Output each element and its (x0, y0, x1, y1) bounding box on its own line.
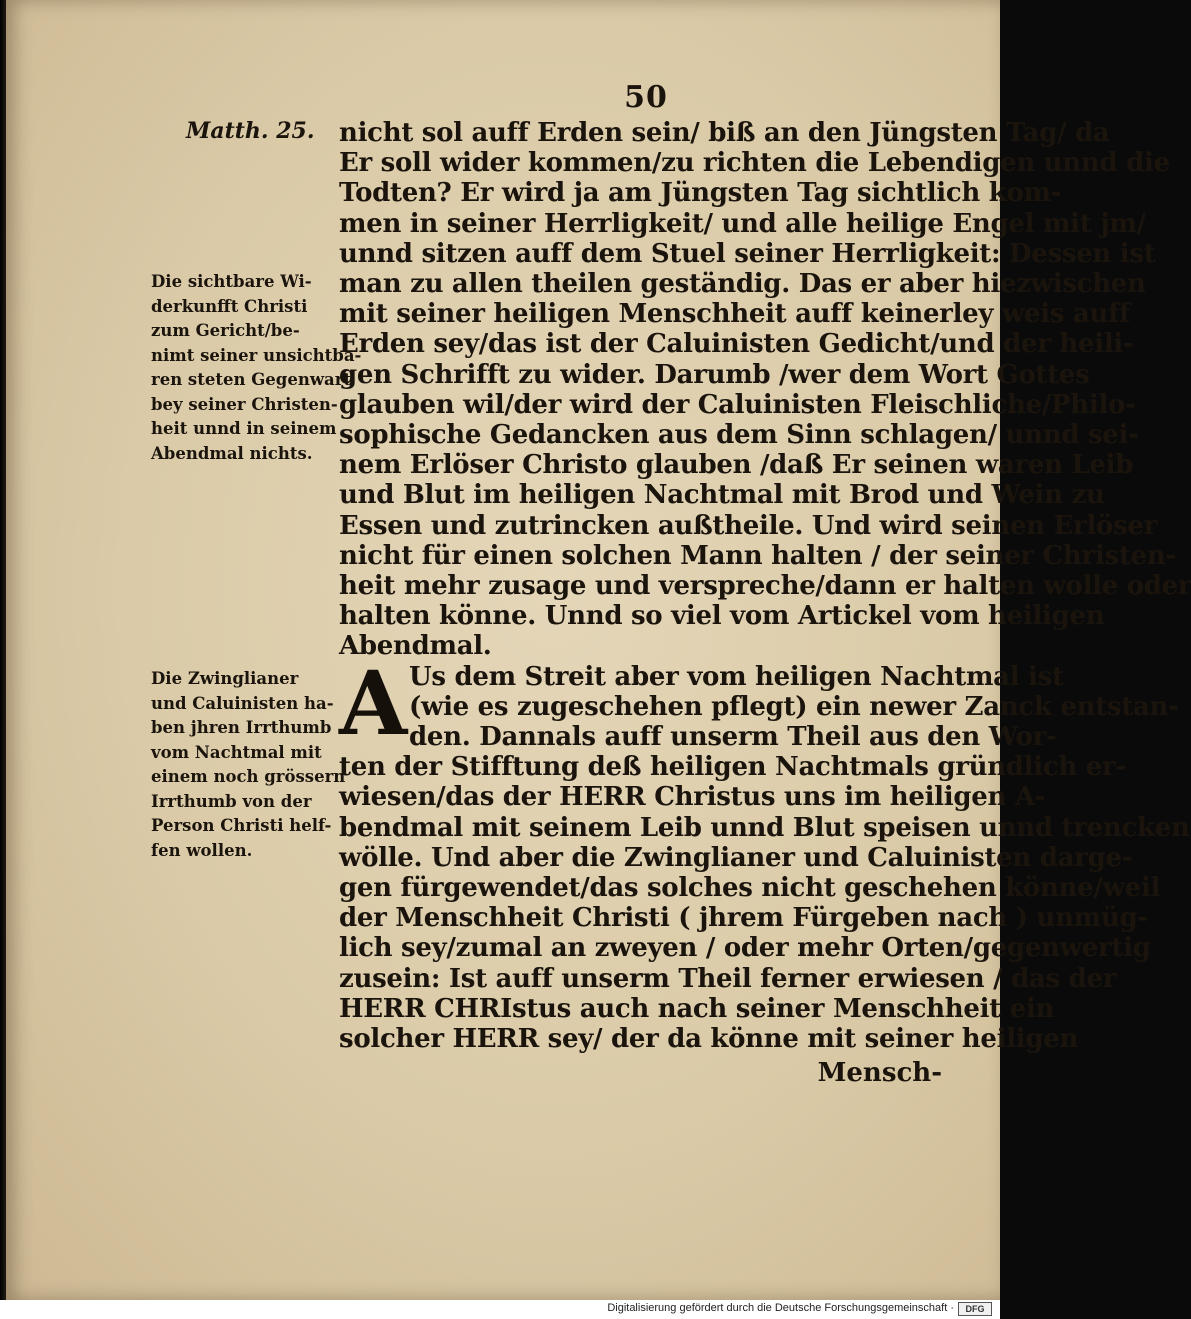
side-note-line: ben jhren Irrthumb (151, 718, 332, 737)
side-note-line: Die sichtbare Wi- (151, 272, 312, 291)
text-line: wölle. Und aber die Zwinglianer und Caluinisten darge- (339, 842, 1133, 873)
text-line: lich sey/zumal an zweyen / oder mehr Orten/gegenwertig (339, 933, 1151, 964)
drop-cap-initial: A (339, 651, 408, 755)
text-line: solcher HERR sey/ der da könne mit seiner heiligen (339, 1024, 1079, 1055)
text-line: den. Dannals auff unserm Theil aus den Wor- (409, 722, 1057, 753)
text-line: gen Schrifft zu wider. Darumb /wer dem Wort Gottes (339, 359, 1090, 390)
side-note-line: derkunfft Christi (151, 296, 308, 316)
side-note-line: fen wollen. (151, 840, 253, 860)
text-line: heit mehr zusage und verspreche/dann er halten wolle oder (339, 571, 1191, 602)
text-line: halten könne. Unnd so viel vom Artickel vom heiligen (339, 601, 1105, 632)
text-line: glauben wil/der wird der Caluinisten Fleischliche/Philo- (339, 389, 1136, 420)
side-note-line: nimt seiner unsichtba- (151, 345, 362, 365)
text-line: Er soll wider kommen/zu richten die Lebendigen unnd die (339, 148, 1170, 179)
text-line: sophische Gedancken aus dem Sinn schlagen/ unnd sei- (339, 420, 1139, 451)
text-line: wiesen/das der HERR Christus uns im heiligen A- (339, 782, 1046, 813)
text-line: mit seiner heiligen Menschheit auff keinerley weis auff (339, 299, 1130, 330)
text-line: Essen und zutrincken außtheile. Und wird seinen Erlöser (339, 510, 1158, 541)
main-text-column (339, 118, 1191, 1055)
side-note-line: vom Nachtmal mit (151, 742, 322, 762)
catchword: Mensch- (817, 1058, 942, 1088)
dfg-logo-icon: DFG (958, 1302, 992, 1316)
side-note-line: Die Zwinglianer (151, 669, 299, 688)
text-line: (wie es zugeschehen pflegt) ein newer Zanck entstan- (409, 691, 1179, 722)
text-line: unnd sitzen auff dem Stuel seiner Herrligkeit: Dessen ist (339, 238, 1156, 269)
text-line: nicht für einen solchen Mann halten / der seiner Christen- (339, 540, 1176, 571)
side-note-line: Person Christi helf- (151, 816, 332, 835)
text-line: Abendmal. (339, 631, 492, 662)
side-note-zwinglians (151, 667, 346, 863)
side-note-line: und Caluinisten ha- (151, 693, 334, 713)
text-line: nem Erlöser Christo glauben /daß Er seinen waren Leib (339, 450, 1134, 481)
text-line: men in seiner Herrligkeit/ und alle heilige Engel mit jm/ (339, 208, 1146, 239)
margin-scripture-reference: Matth. 25. (186, 118, 315, 144)
side-note-visible-return (151, 270, 362, 466)
text-line: HERR CHRIstus auch nach seiner Menschheit ein (339, 993, 1055, 1024)
text-line: gen fürgewendet/das solches nicht geschehen könne/weil (339, 873, 1161, 904)
page-number: 50 (624, 80, 668, 115)
text-line: man zu allen theilen geständig. Das er aber hiezwischen (339, 269, 1146, 300)
text-line: Us dem Streit aber vom heiligen Nachtmal ist (409, 661, 1064, 692)
text-line: Todten? Er wird ja am Jüngsten Tag sichtlich kom- (339, 178, 1062, 209)
text-line: bendmal mit seinem Leib unnd Blut speisen unnd trencken (339, 812, 1190, 843)
text-line: ten der Stifftung deß heiligen Nachtmals gründlich er- (339, 752, 1126, 783)
text-line: der Menschheit Christi ( jhrem Fürgeben nach ) unmüg- (339, 903, 1148, 934)
footer-bar (0, 1300, 1000, 1319)
side-note-line: Abendmal nichts. (151, 443, 313, 463)
side-note-line: ren steten Gegenwart (151, 370, 352, 389)
text-line: nicht sol auff Erden sein/ biß an den Jüngsten Tag/ da (339, 118, 1110, 148)
text-line: Erden sey/das ist der Caluinisten Gedicht/und der heili- (339, 329, 1134, 360)
side-note-line: Irrthumb von der (151, 791, 312, 811)
side-note-line: heit unnd in seinem (151, 419, 337, 438)
text-line: und Blut im heiligen Nachtmal mit Brod und Wein zu (339, 480, 1105, 511)
side-note-line: einem noch grössern (151, 767, 346, 786)
text-line: zusein: Ist auff unserm Theil ferner erwiesen / das der (339, 963, 1117, 994)
side-note-line: zum Gericht/be- (151, 321, 300, 340)
book-page (6, 0, 1191, 1300)
footer-credit: Digitalisierung gefördert durch die Deutsche Forschungsgemeinschaft · (607, 1302, 954, 1314)
side-note-line: bey seiner Christen- (151, 394, 338, 414)
